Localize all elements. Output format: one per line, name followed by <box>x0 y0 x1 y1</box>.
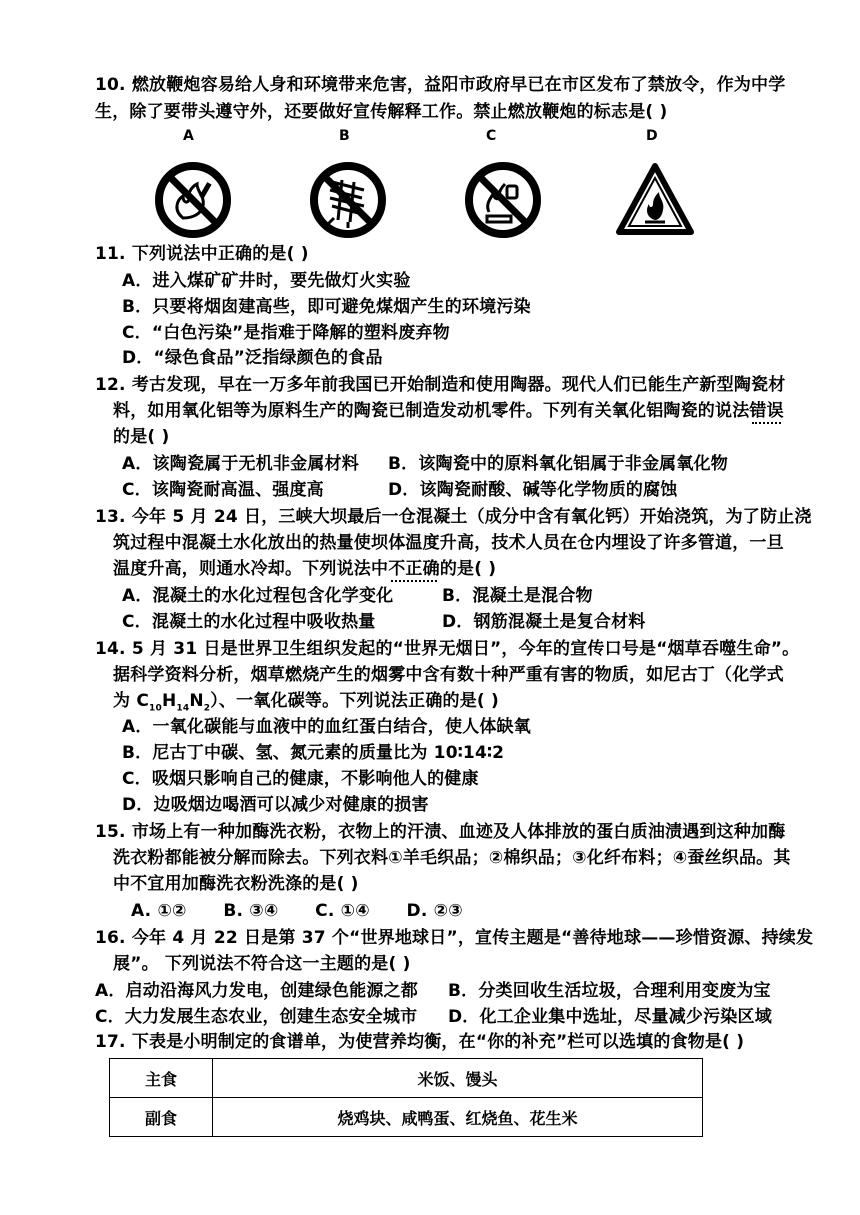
q12-line3: 的是( ) <box>113 427 170 447</box>
q15-line3: 中不宜用加酶洗衣粉洗涤的是( ) <box>113 874 359 894</box>
flammable-warning-sign-icon <box>614 160 696 240</box>
q13-line1: 13. 今年 5 月 24 日，三峡大坝最后一仓混凝土（成分中含有氧化钙）开始浇筑，为了防止浇 <box>95 507 812 527</box>
q14-line1: 14. 5 月 31 日是世界卫生组织发起的“世界无烟日”，今年的宣传口号是“烟草吞噬生命”。 <box>95 639 800 659</box>
q10-line2: 生，除了要带头遵守外，还要做好宣传解释工作。禁止燃放鞭炮的标志是( ) <box>95 102 668 122</box>
q12-emphasis: 错误 <box>749 401 784 421</box>
q14-line3-text: 为 C <box>113 691 149 711</box>
q16-option-a: A．启动沿海风力发电，创建绿色能源之都 <box>95 981 418 1001</box>
table-row <box>110 1098 703 1137</box>
table-cell-value: 烧鸡块、咸鸭蛋、红烧鱼、花生米 <box>213 1098 703 1137</box>
q14-option-d: D．边吸烟边喝酒可以减少对健康的损害 <box>122 795 429 815</box>
q11-option-c: C．“白色污染”是指难于降解的塑料废弃物 <box>122 323 450 343</box>
q15-options: A. ①② B. ③④ C. ①④ D. ②③ <box>131 901 463 921</box>
formula-n: N <box>189 691 204 711</box>
q16-option-d: D．化工企业集中选址，尽量减少污染区域 <box>448 1007 772 1027</box>
q17-stem: 17. 下表是小明制定的食谱单，为使营养均衡，在“你的补充”栏可以选填的食物是( ) <box>95 1032 745 1052</box>
q13-option-b: B．混凝土是混合物 <box>442 586 593 606</box>
sign-label-d: D <box>646 128 658 144</box>
no-open-flame-sign-icon <box>462 160 544 240</box>
no-firecrackers-sign-icon <box>307 160 389 240</box>
q16-option-c: C．大力发展生态农业，创建生态安全城市 <box>95 1007 418 1027</box>
sign-label-b: B <box>339 128 350 144</box>
q14-line3 <box>113 690 499 719</box>
table-cell-label: 主食 <box>110 1059 213 1098</box>
q13-option-a: A．混凝土的水化过程包含化学变化 <box>122 586 394 606</box>
q12-option-c: C．该陶瓷耐高温、强度高 <box>122 480 324 500</box>
table-cell-value: 米饭、馒头 <box>213 1059 703 1098</box>
table-cell-label: 副食 <box>110 1098 213 1137</box>
q14-line3-end: ）、一氧化碳等。下列说法正确的是( ) <box>210 691 499 711</box>
q14-option-b: B．尼古丁中碳、氢、氮元素的质量比为 10∶14∶2 <box>122 743 505 763</box>
formula-sub-h: 14 <box>176 703 190 714</box>
q14-option-c: C．吸烟只影响自己的健康，不影响他人的健康 <box>122 769 479 789</box>
q13-emphasis: 不正确 <box>388 559 440 579</box>
q14-option-a: A．一氧化碳能与血液中的血红蛋白结合，使人体缺氧 <box>122 717 531 737</box>
q13-line3 <box>113 558 496 580</box>
q16-option-b: B．分类回收生活垃圾，合理利用变废为宝 <box>448 981 771 1001</box>
q11-option-d: D．“绿色食品”泛指绿颜色的食品 <box>122 348 383 368</box>
q16-line1: 16. 今年 4 月 22 日是第 37 个“世界地球日”，宣传主题是“善待地球——珍惜资源、持续发 <box>95 928 814 948</box>
q13-option-d: D．钢筋混凝土是复合材料 <box>442 612 646 632</box>
q15-line2: 洗衣粉都能被分解而除去。下列衣料①羊毛织品；②棉织品；③化纤布料；④蚕丝织品。其 <box>113 848 791 868</box>
q13-line3-text: 温度升高，则通水冷却。下列说法中 <box>113 559 389 579</box>
q16-line2: 展”。 下列说法不符合这一主题的是( ) <box>113 954 411 974</box>
sign-label-c: C <box>486 128 497 144</box>
q12-line2 <box>113 400 784 422</box>
sign-label-a: A <box>183 128 194 144</box>
formula-sub-n: 2 <box>203 703 211 714</box>
q12-option-b: B．该陶瓷中的原料氧化铝属于非金属氧化物 <box>388 454 728 474</box>
formula-h: H <box>161 691 177 711</box>
q13-option-c: C．混凝土的水化过程中吸收热量 <box>122 612 376 632</box>
q12-option-a: A．该陶瓷属于无机非金属材料 <box>122 454 359 474</box>
q14-line2: 据科学资料分析，烟草燃烧产生的烟雾中含有数十种严重有害的物质，如尼古丁（化学式 <box>113 665 784 685</box>
q12-line2-text: 料，如用氧化铝等为原料生产的陶瓷已制造发动机零件。下列有关氧化铝陶瓷的说法 <box>113 401 750 421</box>
q12-line1: 12. 考古发现，早在一万多年前我国已开始制造和使用陶器。现代人们已能生产新型陶瓷材 <box>95 375 786 395</box>
q11-stem: 11. 下列说法中正确的是( ) <box>95 244 309 264</box>
q12-option-d: D．该陶瓷耐酸、碱等化学物质的腐蚀 <box>388 480 678 500</box>
q13-line2: 筑过程中混凝土水化放出的热量使坝体温度升高，技术人员在仓内埋设了许多管道，一旦 <box>113 533 784 553</box>
formula-sub-c: 10 <box>149 703 162 714</box>
q13-line3-end: 的是( ) <box>439 559 497 579</box>
no-burning-sign-icon <box>152 160 234 240</box>
table-row <box>110 1059 703 1098</box>
q11-option-b: B．只要将烟囱建高些，即可避免煤烟产生的环境污染 <box>122 297 531 317</box>
q11-option-a: A．进入煤矿矿井时，要先做灯火实验 <box>122 271 411 291</box>
menu-table <box>109 1058 703 1137</box>
q10-line1: 10. 燃放鞭炮容易给人身和环境带来危害，益阳市政府早已在市区发布了禁放令，作为中学 <box>95 75 786 95</box>
q15-line1: 15. 市场上有一种加酶洗衣粉，衣物上的汗渍、血迹及人体排放的蛋白质油渍遇到这种加酶 <box>95 822 786 842</box>
